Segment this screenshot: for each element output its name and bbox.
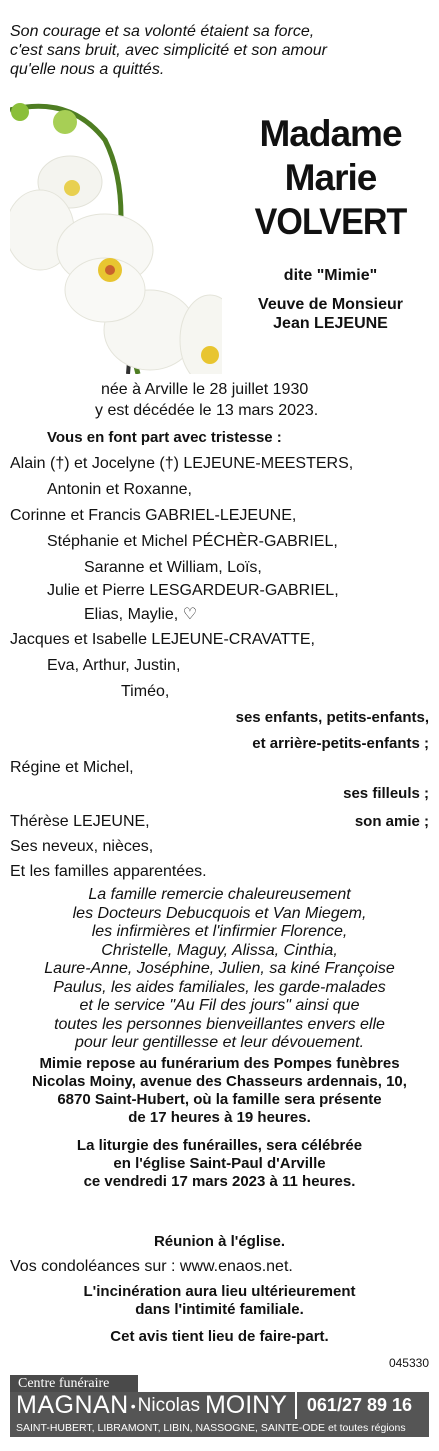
thanks-line: Laure-Anne, Joséphine, Julien, sa kiné Françoise xyxy=(44,960,395,977)
friend-name: Thérèse LEJEUNE, xyxy=(10,813,150,830)
bullet-icon: • xyxy=(130,1397,136,1414)
cremation-line: L'incinération aura lieu ultérieurement xyxy=(83,1283,356,1300)
family-line: Alain (†) et Jocelyne (†) LEJEUNE-MEESTERS, xyxy=(10,455,354,472)
announce-header: Vous en font part avec tristesse : xyxy=(47,429,282,446)
thanks-line: Paulus, les aides familiales, les garde-malades xyxy=(53,978,386,996)
notice-line: Cet avis tient lieu de faire-part. xyxy=(110,1328,329,1345)
godchildren-names: Régine et Michel, xyxy=(10,759,134,776)
thanks-line: La famille remercie chaleureusement xyxy=(88,886,351,903)
family-line: Antonin et Roxanne, xyxy=(47,481,192,498)
funeral-home-banner xyxy=(10,1392,429,1419)
orchid-image xyxy=(10,100,222,374)
role-children: ses enfants, petits-enfants, xyxy=(235,709,429,726)
family-line: Timéo, xyxy=(121,683,170,700)
family-line: Julie et Pierre LESGARDEUR-GABRIEL, xyxy=(47,582,339,599)
reunion-line: Réunion à l'église. xyxy=(153,1233,286,1250)
orchid-photo xyxy=(10,100,222,374)
widow-of-line2: Jean LEJEUNE xyxy=(273,315,388,332)
deceased-last-name: VOLVERT xyxy=(254,201,407,242)
family-line: Corinne et Francis GABRIEL-LEJEUNE, xyxy=(10,507,297,524)
deceased-nickname: dite "Mimie" xyxy=(283,267,378,284)
family-line: Stéphanie et Michel PÉCHÈR-GABRIEL, xyxy=(47,533,338,550)
thanks-line: et le service "Au Fil des jours" ainsi que xyxy=(79,997,360,1014)
role-friend: son amie ; xyxy=(354,813,429,830)
birth-line: née à Arville le 28 juillet 1930 xyxy=(101,381,309,398)
liturgy-line: ce vendredi 17 mars 2023 à 11 heures. xyxy=(83,1173,356,1190)
funerarium-line: 6870 Saint-Hubert, où la famille sera présente xyxy=(57,1091,382,1108)
quote-line: Son courage et sa volonté étaient sa force, xyxy=(10,23,315,40)
liturgy-line: La liturgie des funérailles, sera célébrée xyxy=(76,1137,363,1154)
funerarium-paragraph xyxy=(10,1055,429,1127)
brand-last-name: MOINY xyxy=(204,1391,287,1419)
family-line: Jacques et Isabelle LEJEUNE-CRAVATTE, xyxy=(10,631,315,648)
brand-magnan: MAGNAN xyxy=(16,1391,129,1419)
thanks-line: toutes les personnes bienveillantes envers elle xyxy=(54,1015,385,1033)
brand-first-name: Nicolas xyxy=(137,1394,200,1416)
liturgy-paragraph xyxy=(10,1137,429,1191)
cremation-line: dans l'intimité familiale. xyxy=(135,1301,304,1318)
cremation-paragraph xyxy=(10,1283,429,1319)
thanks-line: pour leur gentillesse et leur dévouement. xyxy=(74,1034,365,1051)
thanks-line: Christelle, Maguy, Alissa, Cinthia, xyxy=(101,941,338,959)
role-godchildren: ses filleuls ; xyxy=(343,785,429,802)
deceased-name-block xyxy=(228,112,433,333)
family-line: Eva, Arthur, Justin, xyxy=(47,657,181,674)
quote-line: c'est sans bruit, avec simplicité et son amour xyxy=(10,42,327,59)
reference-number: 045330 xyxy=(388,1356,429,1370)
condolences-line: Vos condoléances sur : www.enaos.net. xyxy=(10,1258,293,1275)
family-line: Elias, Maylie, ♡ xyxy=(84,606,198,623)
divider xyxy=(295,1392,297,1419)
role-great-grandchildren: et arrière-petits-enfants ; xyxy=(252,735,429,752)
widow-of-line1: Veuve de Monsieur xyxy=(258,296,403,313)
quote-line: qu'elle nous a quittés. xyxy=(10,61,165,78)
opening-quote xyxy=(10,22,430,79)
family-line: Saranne et William, Loïs, xyxy=(84,559,262,576)
families-line: Et les familles apparentées. xyxy=(10,863,207,880)
phone-number: 061/27 89 16 xyxy=(306,1395,413,1415)
death-line: y est décédée le 13 mars 2023. xyxy=(95,402,319,419)
footer-locations: SAINT-HUBERT, LIBRAMONT, LIBIN, NASSOGNE, SAINTE-ODE et toutes régions xyxy=(10,1419,429,1437)
thanks-line: les infirmières et l'infirmier Florence, xyxy=(91,923,348,940)
nephews-line: Ses neveux, nièces, xyxy=(10,838,154,855)
funerarium-line: de 17 heures à 19 heures. xyxy=(128,1109,311,1126)
footer-tab: Centre funéraire xyxy=(10,1375,138,1392)
thanks-paragraph xyxy=(10,886,429,1053)
deceased-first-name: Marie xyxy=(284,157,377,198)
liturgy-line: en l'église Saint-Paul d'Arville xyxy=(113,1155,326,1172)
funerarium-line: Nicolas Moiny, avenue des Chasseurs ardennais, 10, xyxy=(32,1073,407,1090)
funerarium-line: Mimie repose au funérarium des Pompes funèbres xyxy=(39,1055,400,1072)
deceased-title: Madame xyxy=(259,113,402,154)
thanks-line: les Docteurs Debucquois et Van Miegem, xyxy=(72,904,367,922)
